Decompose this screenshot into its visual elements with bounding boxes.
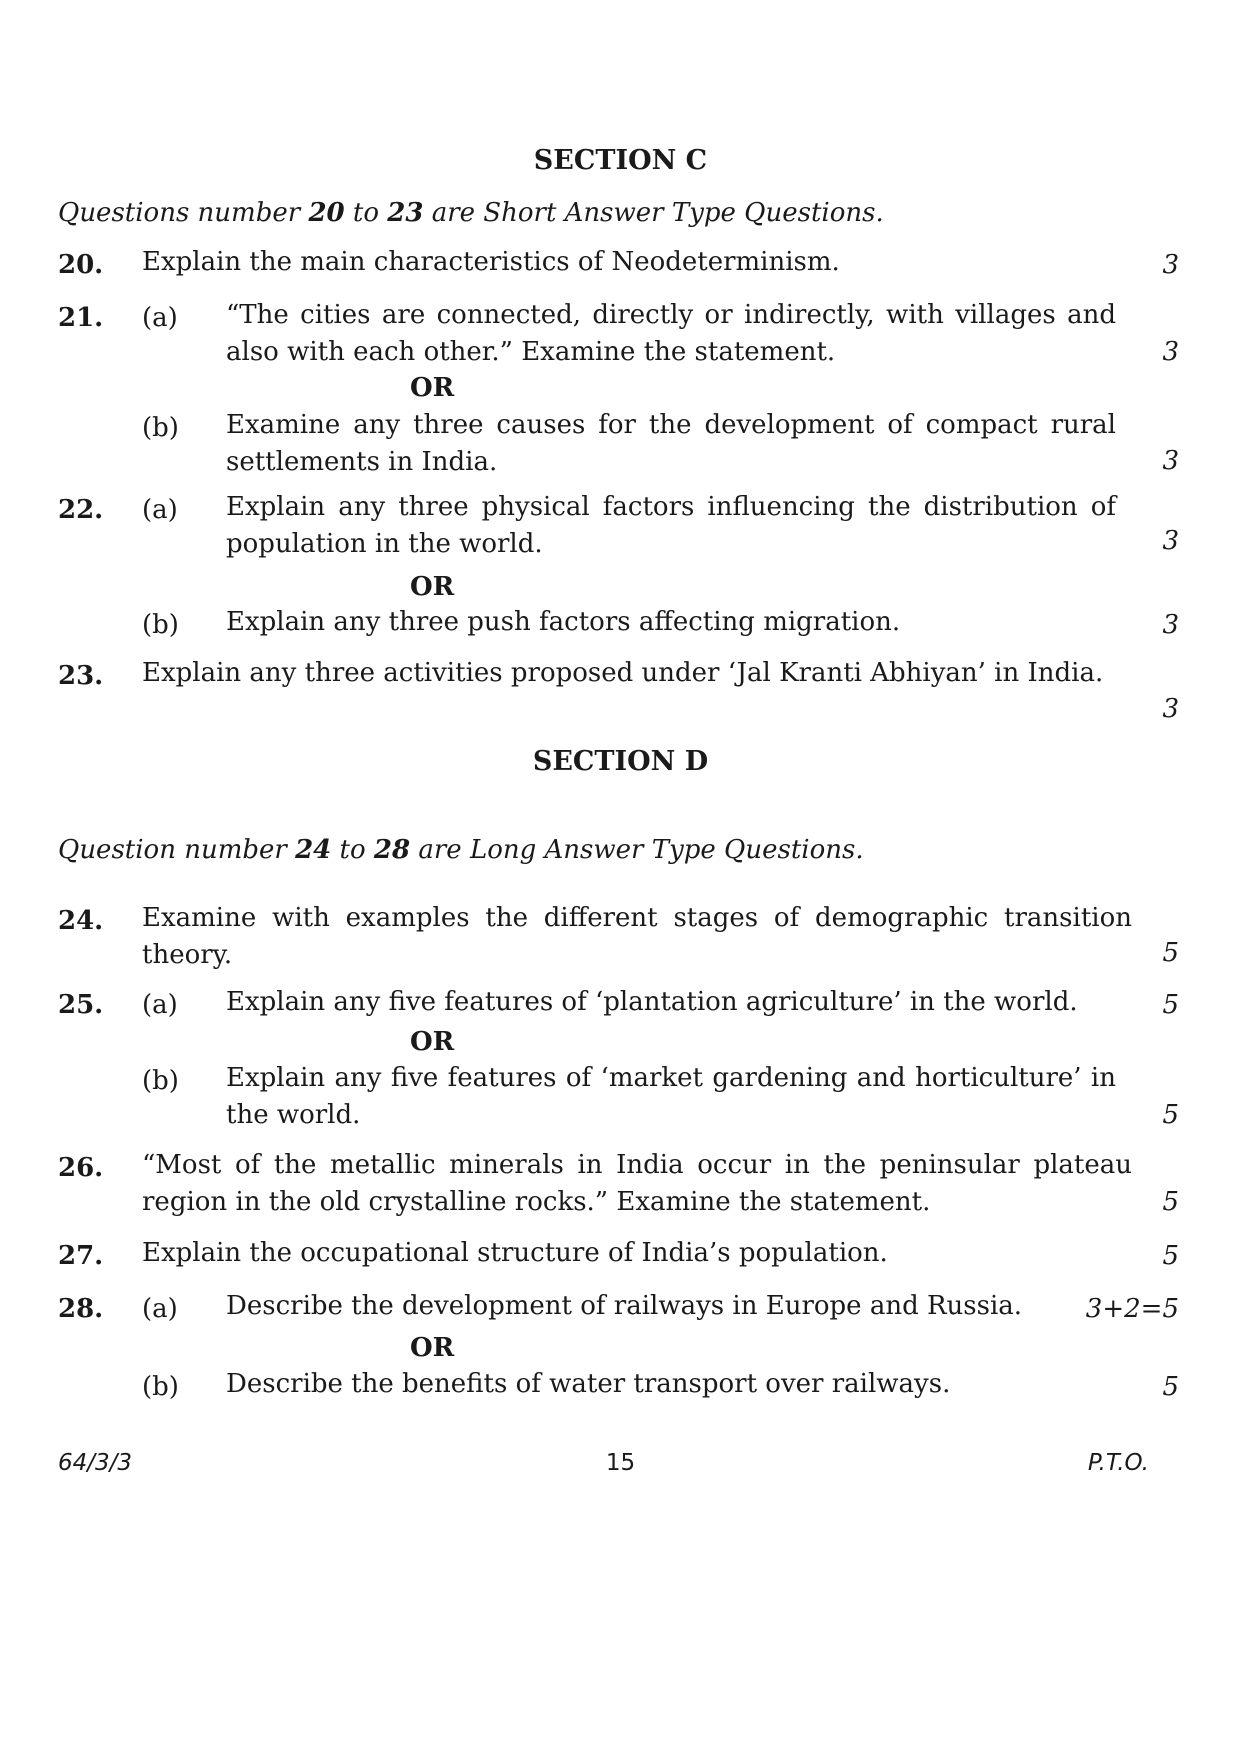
option-label: (b) bbox=[142, 610, 179, 640]
question-marks: 3 bbox=[1162, 337, 1179, 367]
option-label: (a) bbox=[142, 990, 178, 1020]
option-label: (a) bbox=[142, 495, 178, 525]
question-marks: 5 bbox=[1162, 1241, 1179, 1271]
question-text: Explain any five features of ‘plantation agriculture’ in the world. bbox=[226, 987, 1078, 1017]
question-text: Explain any three physical factors influencing the distribution of population in the world. bbox=[226, 492, 1116, 559]
option-label: (a) bbox=[142, 1294, 178, 1324]
question-text: Explain the main characteristics of Neodeterminism. bbox=[142, 247, 840, 277]
question-marks: 3 bbox=[1162, 694, 1179, 724]
question-text: Examine with examples the different stages of demographic transition theory. bbox=[142, 903, 1132, 970]
question-text: Examine any three causes for the development of compact rural settlements in India. bbox=[226, 410, 1116, 477]
or-divider: OR bbox=[410, 1333, 455, 1363]
question-marks: 3 bbox=[1162, 446, 1179, 476]
question-marks: 5 bbox=[1162, 1372, 1179, 1402]
question-marks: 3 bbox=[1162, 250, 1179, 280]
section-d-instruction: Question number 24 to 28 are Long Answer Type Questions. bbox=[58, 835, 864, 865]
question-text: Describe the benefits of water transport over railways. bbox=[226, 1369, 951, 1399]
or-divider: OR bbox=[410, 373, 455, 403]
page-number: 15 bbox=[605, 1450, 636, 1476]
question-text: Explain any three activities proposed under ‘Jal Kranti Abhiyan’ in India. bbox=[142, 658, 1104, 688]
question-number: 22. bbox=[58, 495, 104, 525]
question-marks: 3+2=5 bbox=[1085, 1294, 1179, 1324]
question-text: “The cities are connected, directly or indirectly, with villages and also with each other.” Examine the statement. bbox=[226, 300, 1116, 367]
question-marks: 5 bbox=[1162, 938, 1179, 968]
question-marks: 5 bbox=[1162, 1100, 1179, 1130]
question-number: 21. bbox=[58, 303, 104, 333]
option-label: (b) bbox=[142, 413, 179, 443]
question-marks: 5 bbox=[1162, 990, 1179, 1020]
question-text: Explain any five features of ‘market gardening and horticulture’ in the world. bbox=[226, 1063, 1116, 1130]
section-c-title: SECTION C bbox=[533, 145, 708, 176]
option-label: (b) bbox=[142, 1066, 179, 1096]
question-text: Explain the occupational structure of India’s population. bbox=[142, 1238, 888, 1268]
pto-label: P.T.O. bbox=[1087, 1450, 1149, 1476]
question-number: 28. bbox=[58, 1294, 104, 1324]
or-divider: OR bbox=[410, 1027, 455, 1057]
section-c-instruction: Questions number 20 to 23 are Short Answer Type Questions. bbox=[58, 198, 884, 228]
question-text: Describe the development of railways in Europe and Russia. bbox=[226, 1291, 1023, 1321]
question-number: 20. bbox=[58, 250, 104, 280]
question-marks: 3 bbox=[1162, 610, 1179, 640]
question-text: Explain any three push factors affecting migration. bbox=[226, 607, 901, 637]
paper-code: 64/3/3 bbox=[58, 1450, 133, 1476]
question-number: 25. bbox=[58, 990, 104, 1020]
option-label: (b) bbox=[142, 1372, 179, 1402]
question-number: 23. bbox=[58, 661, 104, 691]
option-label: (a) bbox=[142, 303, 178, 333]
question-marks: 5 bbox=[1162, 1187, 1179, 1217]
question-number: 24. bbox=[58, 906, 104, 936]
question-text: “Most of the metallic minerals in India occur in the peninsular plateau region in the old crystalline rocks.” Examine the statement. bbox=[142, 1150, 1132, 1217]
question-number: 26. bbox=[58, 1153, 104, 1183]
section-d-title: SECTION D bbox=[532, 746, 709, 777]
question-number: 27. bbox=[58, 1241, 104, 1271]
or-divider: OR bbox=[410, 572, 455, 602]
question-marks: 3 bbox=[1162, 526, 1179, 556]
